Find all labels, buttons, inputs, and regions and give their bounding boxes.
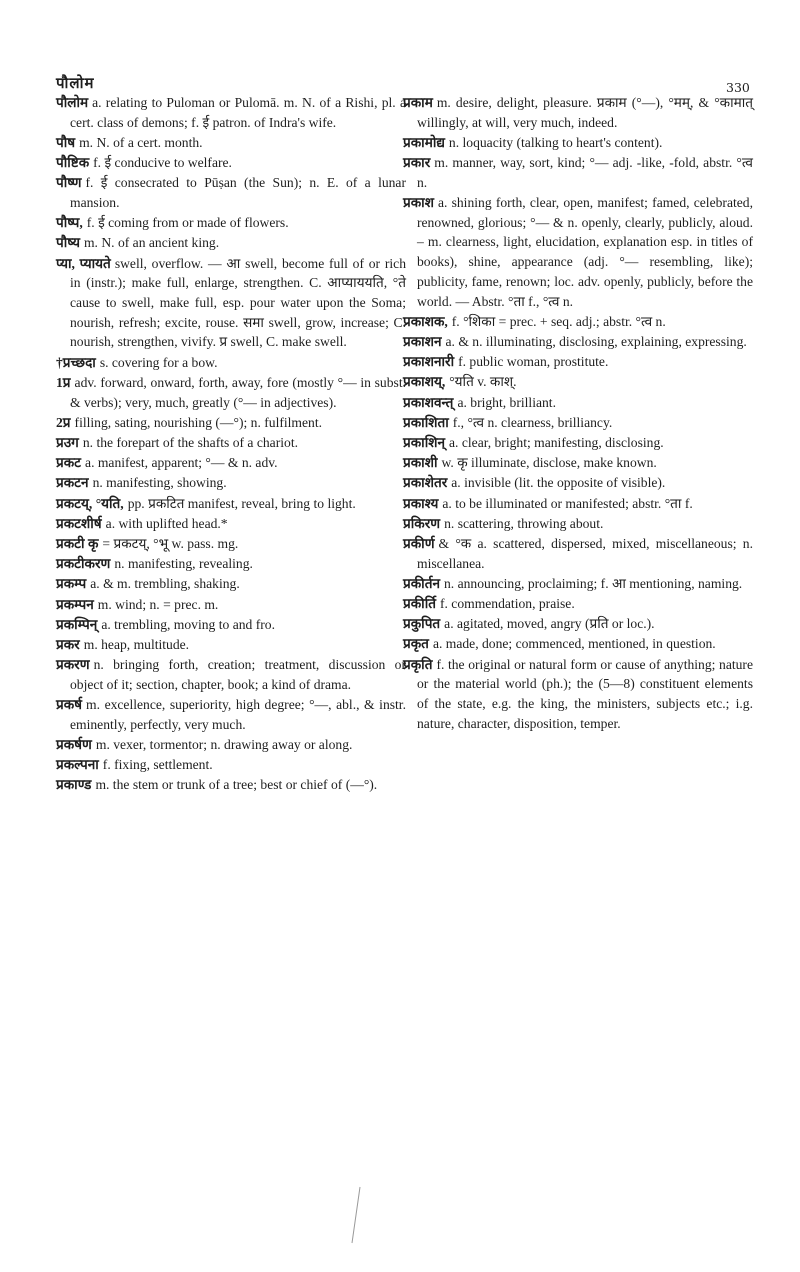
dictionary-entry — [56, 473, 406, 493]
headword: प्रकट — [56, 455, 82, 471]
dictionary-entry — [403, 433, 753, 453]
definition: w. कृ illuminate, disclose, make known. — [441, 455, 657, 471]
dictionary-entry — [56, 735, 406, 755]
dictionary-entry — [403, 473, 753, 493]
headword: प्रकाशिता — [403, 414, 449, 430]
headword: प्रकाण्ड — [56, 777, 92, 793]
dictionary-entry — [403, 93, 753, 132]
page-header — [0, 0, 800, 100]
dictionary-entry — [56, 173, 406, 212]
definition: n. scattering, throwing about. — [444, 515, 604, 531]
definition: pp. प्रकटित manifest, reveal, bring to light. — [127, 495, 356, 511]
headword: †प्रच्छदा — [56, 354, 96, 370]
dictionary-entry — [403, 352, 753, 372]
dictionary-entry — [56, 93, 406, 132]
dictionary-entry — [403, 574, 753, 594]
dictionary-entry — [56, 153, 406, 173]
dictionary-entry — [403, 634, 753, 654]
headword: प्रकटन — [56, 475, 89, 491]
headword: प्रकुपित — [403, 616, 441, 632]
dictionary-entry — [403, 312, 753, 332]
definition: m. desire, delight, pleasure. प्रकाम (°—), °मम्, & °कामात् willingly, at will, very much, indeed. — [417, 95, 753, 130]
headword: प्रकम्पिन् — [56, 616, 98, 632]
dictionary-entry — [56, 554, 406, 574]
definition: a. to be illuminated or manifested; abstr. °ता f. — [442, 495, 693, 511]
headword: प्रकाशय्, — [403, 374, 446, 390]
headword: पौलोम — [56, 95, 89, 110]
dictionary-entry — [56, 655, 406, 694]
headword: प्रकाश्य — [403, 495, 439, 511]
definition: n. bringing forth, creation; treatment, discussion or object of it; section, chapter, book; a kind of drama. — [70, 657, 406, 692]
definition: f. °शिका = prec. + seq. adj.; abstr. °त्व n. — [451, 313, 666, 329]
dictionary-entry — [403, 494, 753, 514]
headword: प्रकृति — [403, 656, 433, 672]
headword: प्या, प्यायते — [56, 255, 111, 271]
dictionary-entry — [403, 614, 753, 634]
definition: a. trembling, moving to and fro. — [101, 616, 275, 632]
right-column — [403, 93, 753, 734]
definition: f. public woman, prostitute. — [458, 354, 609, 370]
definition: a. agitated, moved, angry (प्रति or loc.). — [444, 616, 655, 632]
dictionary-entry — [403, 594, 753, 614]
headword: प्रकीर्ण — [403, 535, 435, 551]
dictionary-entry — [56, 413, 406, 433]
headword: प्रकाशन — [403, 333, 442, 349]
headword: प्रकाश — [403, 195, 434, 211]
dictionary-entry — [56, 755, 406, 775]
definition: a. & n. illuminating, disclosing, explaining, expressing. — [445, 333, 747, 349]
headword: प्रकम्प — [56, 576, 87, 592]
dictionary-entry — [56, 635, 406, 655]
headword: प्रकृत — [403, 636, 429, 652]
dictionary-entry — [56, 595, 406, 615]
dictionary-entry — [56, 534, 406, 554]
definition: a. made, done; commenced, mentioned, in question. — [432, 636, 716, 652]
headword: प्रकम्पन — [56, 596, 94, 612]
headword: प्रकाशनारी — [403, 354, 455, 370]
headword: प्रकीर्तन — [403, 575, 440, 591]
definition: m. the stem or trunk of a tree; best or chief of (—°). — [95, 777, 378, 793]
definition: a. invisible (lit. the opposite of visible). — [451, 475, 666, 491]
dictionary-entry — [56, 695, 406, 734]
definition: a. clear, bright; manifesting, disclosing. — [449, 434, 664, 450]
definition: n. the forepart of the shafts of a chariot. — [82, 434, 298, 450]
definition: m. excellence, superiority, high degree; °—, abl., & instr. eminently, perfectly, very much. — [70, 697, 406, 732]
definition: n. manifesting, showing. — [92, 475, 227, 491]
headword: प्रकामोद्य — [403, 134, 445, 150]
definition: adv. forward, onward, forth, away, fore (mostly °— in subst. & verbs); very, much, greatly (°— in adjectives). — [70, 374, 406, 410]
definition: a. relating to Puloman or Pulomā. m. N. of a Rishi, pl. a cert. class of demons; f. ई patron. of Indra's wife. — [70, 95, 406, 130]
headword: प्रकाशक, — [403, 313, 448, 329]
definition: a. bright, brilliant. — [457, 394, 556, 410]
headword: प्रकाशेतर — [403, 475, 448, 491]
definition: m. vexer, tormentor; n. drawing away or along. — [95, 737, 353, 752]
dictionary-entry — [403, 534, 753, 573]
dictionary-entry — [56, 133, 406, 153]
page-number: 330 — [726, 80, 750, 95]
headword: प्रकाशी — [403, 455, 438, 471]
definition: m. N. of a cert. month. — [79, 134, 203, 150]
definition: f. ई conducive to welfare. — [93, 155, 232, 171]
dictionary-entry — [403, 332, 753, 352]
headword: प्रकटी कृ — [56, 535, 99, 551]
headword: प्रकटशीर्ष — [56, 515, 102, 531]
definition: m. wind; n. = prec. m. — [97, 596, 219, 612]
definition: f. ई consecrated to Pūṣan (the Sun); n. E. of a lunar mansion. — [70, 175, 406, 211]
dictionary-entry — [56, 233, 406, 253]
definition: a. & m. trembling, shaking. — [90, 576, 240, 592]
definition: a. shining forth, clear, open, manifest; famed, celebrated, renowned, glorious; °— & n. openly, clearly, publicly, aloud. – m. clearness, light, elucidation, explanation esp. in titles of books), shine, appearance (adj. °— resembling, like); publicity, fame, renown; loc. adv. openly, publicly, before the world. — Abstr. °ता f., °त्व n. — [417, 195, 753, 309]
headword: प्रकर — [56, 636, 80, 652]
dictionary-entry — [403, 133, 753, 153]
definition: a. manifest, apparent; °— & n. adv. — [85, 455, 278, 471]
dictionary-entry — [56, 514, 406, 534]
headword: प्रकटय्, °यति, — [56, 495, 124, 511]
headword: पौष्ण — [56, 175, 82, 191]
definition: n. loquacity (talking to heart's content). — [448, 134, 663, 150]
definition: f. commendation, praise. — [439, 596, 575, 612]
headword: प्रकाशिन् — [403, 434, 446, 450]
headword: प्रकार — [403, 155, 431, 171]
pencil-mark — [350, 1185, 362, 1245]
headword: प्रकीर्ति — [403, 596, 436, 612]
headword: प्रकाशवन्त् — [403, 394, 454, 410]
definition: m. N. of an ancient king. — [83, 235, 220, 251]
headword: प्रकर्षण — [56, 737, 92, 752]
dictionary-entry — [403, 453, 753, 473]
headword: पौष्प, — [56, 215, 83, 231]
dictionary-entry — [56, 494, 406, 514]
dictionary-entry — [403, 514, 753, 534]
dictionary-entry — [56, 254, 406, 353]
headword: 1प्र — [56, 374, 71, 390]
headword: प्रकरण — [56, 657, 90, 673]
definition: s. covering for a bow. — [99, 354, 218, 370]
definition: f. ई coming from or made of flowers. — [86, 215, 289, 231]
dictionary-entry — [56, 433, 406, 453]
headword: प्रकटीकरण — [56, 556, 111, 572]
left-column — [56, 93, 406, 796]
definition: °यति v. काश्. — [449, 374, 517, 390]
dictionary-entry — [403, 372, 753, 392]
dictionary-entry — [56, 574, 406, 594]
headword: प्रकिरण — [403, 515, 441, 531]
headword: प्रकाम — [403, 95, 433, 110]
definition: m. manner, way, sort, kind; °— adj. -like, -fold, abstr. °त्व n. — [417, 155, 753, 190]
definition: f. fixing, settlement. — [102, 757, 213, 773]
dictionary-entry — [403, 393, 753, 413]
definition: n. manifesting, revealing. — [114, 556, 253, 572]
dictionary-entry — [403, 153, 753, 192]
dictionary-entry — [403, 655, 753, 734]
definition: filling, sating, nourishing (—°); n. fulfilment. — [74, 414, 323, 430]
definition: f. the original or natural form or cause of anything; nature or the material world (ph.); the (5—8) constituent elements of the state, e.g. the king, the ministers, subjects etc.; i.g. nature, character, disposition, temper. — [417, 656, 753, 731]
running-head: पौलोम — [56, 74, 95, 92]
headword: पौष्य — [56, 235, 80, 251]
dictionary-entry — [56, 615, 406, 635]
definition: f., °त्व n. clearness, brilliancy. — [452, 414, 613, 430]
definition: = प्रकटय्, °भू w. pass. mg. — [102, 535, 239, 551]
dictionary-entry — [56, 453, 406, 473]
dictionary-entry — [403, 193, 753, 311]
headword: प्रउग — [56, 434, 79, 450]
headword: प्रकर्ष — [56, 697, 83, 713]
definition: a. with uplifted head.* — [105, 515, 228, 531]
dictionary-entry — [403, 413, 753, 433]
headword: प्रकल्पना — [56, 757, 99, 773]
definition: m. heap, multitude. — [83, 636, 190, 652]
headword: 2प्र — [56, 414, 71, 430]
dictionary-entry — [56, 213, 406, 233]
dictionary-entry — [56, 353, 406, 373]
definition: swell, overflow. — आ swell, become full of or rich in (instr.); make full, enlarge, strengthen. C. आप्याययति, °ते cause to swell, make full, esp. pour water upon the Soma; nourish, refresh; excite, rouse. समा swell, grow, increase; C. nourish, strengthen, vivify. प्र swell, C. make swell. — [70, 255, 406, 350]
headword: पौष — [56, 134, 76, 150]
definition: & °क a. scattered, dispersed, mixed, miscellaneous; n. miscellanea. — [417, 535, 753, 571]
dictionary-entry — [56, 775, 406, 795]
dictionary-entry — [56, 373, 406, 412]
definition: n. announcing, proclaiming; f. आ mentioning, naming. — [444, 575, 743, 591]
headword: पौष्टिक — [56, 155, 90, 171]
